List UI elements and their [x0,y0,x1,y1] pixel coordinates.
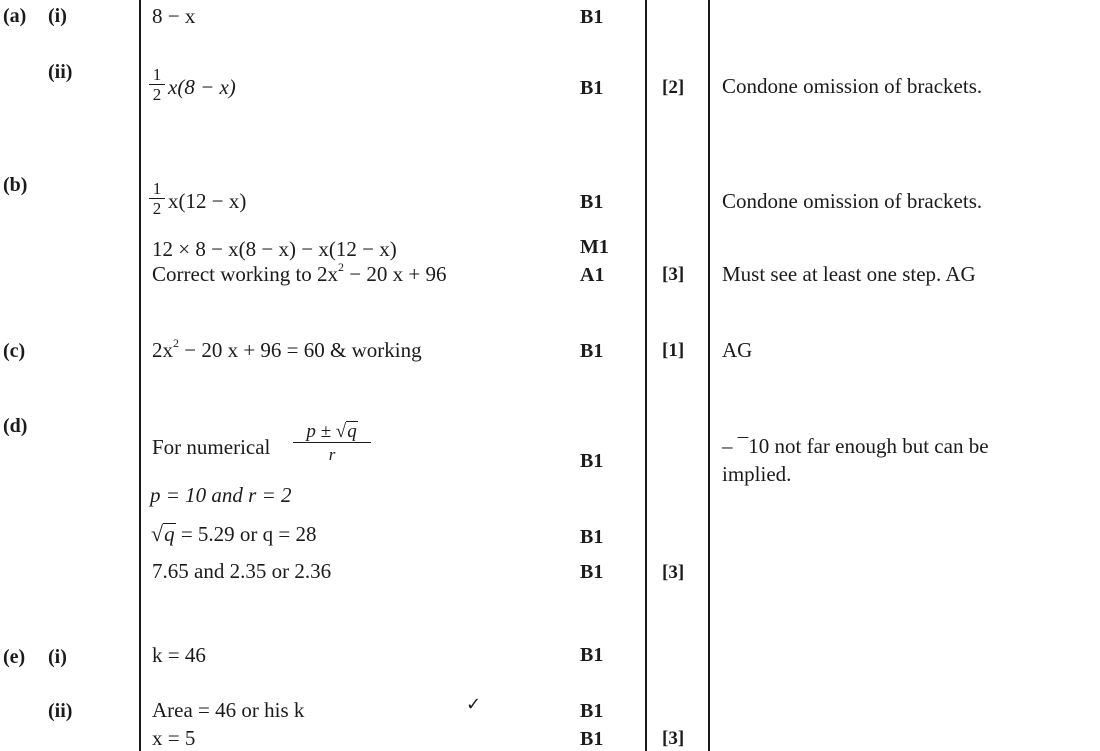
answer-c [152,336,422,362]
exponent: 2 [173,336,179,350]
guidance-d-line2: implied. [722,462,792,486]
quadratic-formula-fraction [293,421,371,463]
fraction-denominator: 2 [152,199,162,219]
total-d: [3] [662,562,685,583]
mark-b-1: B1 [580,191,604,213]
sqrt-radicand: q [347,421,357,442]
mark-d-1: B1 [580,450,604,472]
guidance-d-line1: – ¯10 not far enough but can be [722,434,989,458]
answer-d-solutions: 7.65 and 2.35 or 2.36 [152,559,332,583]
answer-d-label: For numerical [152,435,271,459]
mark-b-2: M1 [580,236,609,258]
checkmark-icon: ✓ [466,694,482,715]
mark-a-ii: B1 [580,77,604,99]
guidance-a: Condone omission of brackets. [722,74,983,98]
fraction-bar [293,442,371,443]
answer-a-ii-expression: x(8 − x) [168,75,236,99]
part-label-c: (c) [3,340,26,362]
mark-b-3: A1 [580,264,605,286]
column-divider-guidance [708,0,710,751]
guidance-c: AG [722,338,753,362]
part-label-e: (e) [3,646,26,668]
answer-d-values: p = 10 and r = 2 [150,483,292,507]
guidance-b-3: Must see at least one step. AG [722,262,976,286]
fraction-b [149,180,165,217]
part-label-d: (d) [3,415,28,437]
sqrt-symbol: √ [151,521,164,546]
exponent: 2 [338,260,345,274]
sqrt-radicand: q [164,522,175,546]
fraction-numerator: 1 [152,65,162,84]
answer-b-result [152,260,447,286]
subpart-label-e-i: (i) [48,646,67,668]
mark-a-i: B1 [580,6,604,28]
mark-d-3: B1 [580,526,604,548]
fraction-a-ii [149,66,165,103]
column-divider-total [645,0,647,751]
answer-b-expression: x(12 − x) [168,189,247,213]
answer-b-working: 12 × 8 − x(8 − x) − x(12 − x) [152,237,397,261]
answer-e-ii-area: Area = 46 or his k [152,698,305,722]
answer-b-result-tail: − 20 x + 96 [344,262,447,286]
total-c: [1] [662,340,685,361]
mark-e-ii-1: B1 [580,700,604,722]
subpart-label-a-ii: (ii) [48,61,73,83]
answer-d-root-rest: = 5.29 or q = 28 [175,522,317,546]
fraction-denominator: 2 [152,85,162,105]
answer-c-text: 2x [152,338,173,362]
guidance-b-1: Condone omission of brackets. [722,189,983,213]
part-label-a: (a) [3,5,27,27]
mark-c: B1 [580,340,604,362]
total-b: [3] [662,264,685,285]
answer-b-result-text: Correct working to 2x [152,262,339,286]
formula-denominator: r [328,445,336,465]
answer-e-i: k = 46 [152,643,206,667]
answer-c-tail: − 20 x + 96 = 60 & working [179,338,422,362]
column-divider-answer [139,0,141,751]
mark-d-4: B1 [580,561,604,583]
mark-e-ii-2: B1 [580,728,604,750]
fraction-numerator: 1 [152,179,162,198]
formula-numerator: p ± [306,421,331,442]
subpart-label-e-ii: (ii) [48,700,73,722]
part-label-b: (b) [3,174,28,196]
sqrt-symbol: √ [335,421,347,442]
answer-e-ii-x: x = 5 [152,726,196,750]
subpart-label-a-i: (i) [48,5,67,27]
total-a: [2] [662,77,685,98]
answer-a-i: 8 − x [152,4,196,28]
total-e: [3] [662,728,685,749]
mark-e-i: B1 [580,644,604,666]
answer-d-root [151,523,317,545]
